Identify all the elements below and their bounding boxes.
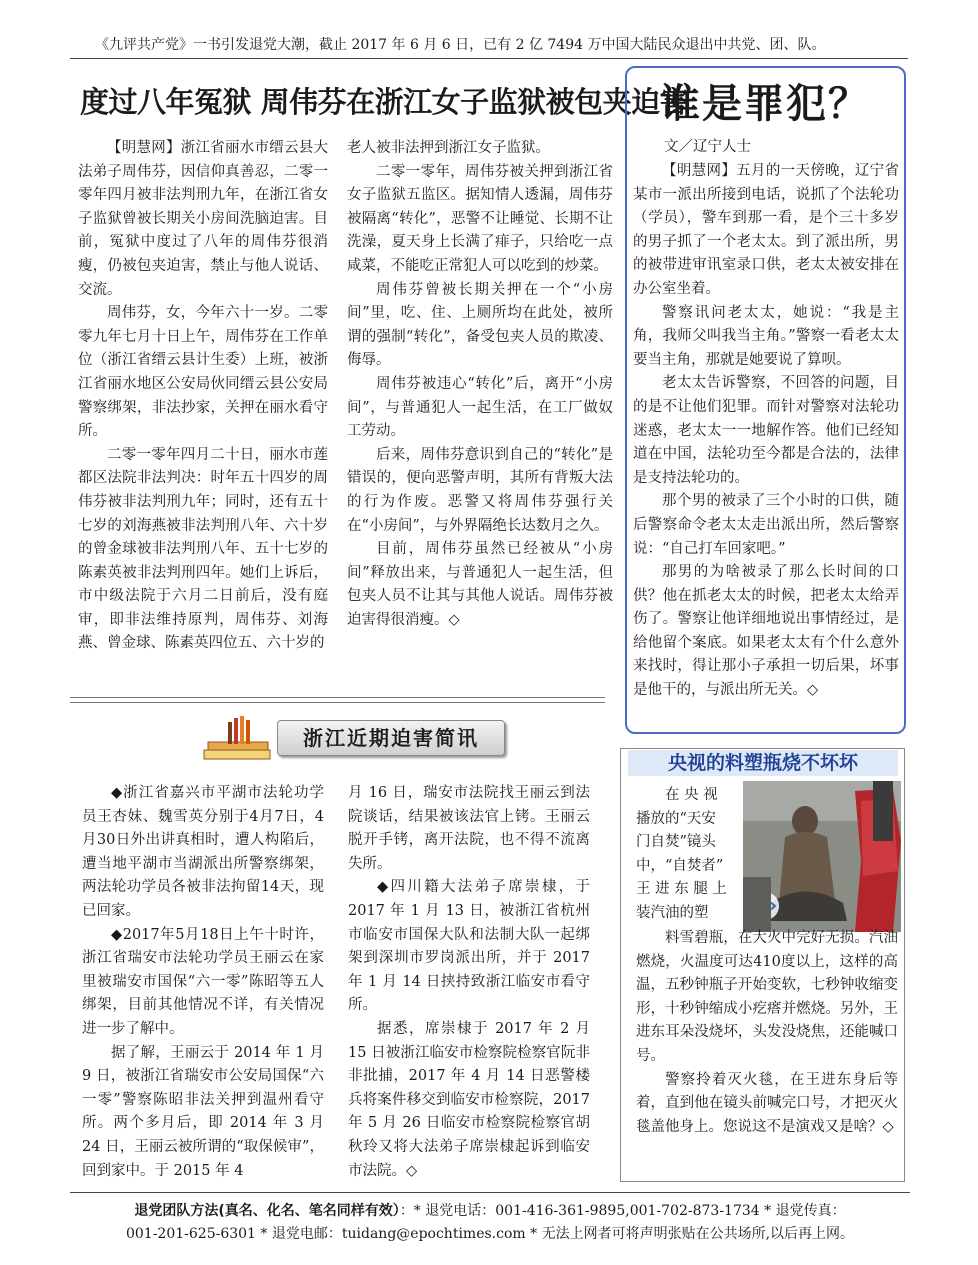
footer-email-label: * 退党电邮： <box>260 1226 342 1242</box>
news-photo <box>743 781 901 932</box>
paragraph: 二零一零年，周伟芬被关押到浙江省女子监狱五监区。据知情人透漏，周伟芬被隔离“转化”，恶警不让睡觉、长期不让洗澡，夏天身上长满了痱子，只给吃一点咸菜，不能吃正常犯人可以吃到的炒菜。 <box>347 163 613 274</box>
article2-byline: 文／辽宁人士 <box>664 139 751 155</box>
top-rule <box>70 58 908 59</box>
news-item: ◆四川籍大法弟子席崇棣，于 2017 年 1 月 13 日，被浙江省杭州市临安市国保大队和法制大队一起绑架到深圳市罗岗派出所，并于 2017 年 1 月 14 日挟持致浙江临安市看守所。 <box>348 879 590 1014</box>
footer-method-label: 退党团队方法(真名、化名、笔名同样有效） <box>134 1203 400 1219</box>
paragraph: 后来，周伟芬意识到自己的“转化”是错误的，便向恶警声明，其所有背叛大法的行为作废。恶警又将周伟芬强行关在“小房间”，与外界隔绝长达数月之久。 <box>347 446 613 534</box>
news-item: ◆2017年5月18日上午十时许，浙江省瑞安市法轮功学员王丽云在家里被瑞安市国保“六一零”陈昭等五人绑架，目前其他情况不详，有关情况进一步了解中。 <box>82 926 324 1037</box>
books-icon <box>200 712 280 764</box>
lead-line: 装汽油的塑 <box>636 904 709 921</box>
paragraph: 警察讯问老太太，她说：“我是主角，我师父叫我当主角。”警察一看老太太要当主角，那就是她要说了算呗。 <box>633 304 899 368</box>
paragraph: 老人被非法押到浙江女子监狱。 <box>347 140 550 156</box>
paragraph: 二零一零年四月二十日，丽水市莲都区法院非法判决：时年五十四岁的周伟芬被非法判刑九年；同时，还有五十七岁的刘海燕被非法判刑八年、六十岁的曾金球被非法判刑八年、五十七岁的陈素英被非法判刑四年。她们上诉后，市中级法院于六月二日前后，没有庭审，即非法维持原判，周伟芬、刘海燕、曾金球、陈素英四位五、六十岁的 <box>78 446 328 652</box>
footer <box>70 1200 910 1246</box>
paragraph: 周伟芬，女，今年六十一岁。二零零九年七月十日上午，周伟芬在工作单位（浙江省缙云县计生委）上班，被浙江省丽水地区公安局伙同缙云县公安局警察绑架，非法抄家，关押在丽水看守所。 <box>78 305 328 440</box>
paragraph: 老太太告诉警察，不回答的问题，目的是不让他们犯罪。而针对警察对法轮功迷惑，老太太一一地解作答。他们已经知道在中国，法轮功至今都是合法的，法律是支持法轮功的。 <box>633 375 899 486</box>
paragraph: 周伟芬曾被长期关押在一个“小房间”里，吃、住、上厕所均在此处，被所谓的强制“转化”，备受包夹人员的欺凌、侮辱。 <box>347 281 613 369</box>
paragraph: 目前，周伟芬虽然已经被从“小房间”释放出来，与普通犯人一起生活，但包夹人员不让其与其他人说话。周伟芬被迫害得很消瘦。◇ <box>347 541 613 628</box>
paragraph: 料雪碧瓶，在大火中完好无损。汽油燃烧，火温度可达410度以上，这样的高温，五秒钟瓶子开始变软，七秒钟收缩变形，十秒钟缩成小疙瘩并燃烧。另外，王进东耳朵没烧坏，头发没烧焦，还能喊口号。 <box>636 930 898 1064</box>
article3-body <box>636 927 898 1139</box>
news-item: 月 16 日，瑞安市法院找王丽云到法院谈话，结果被该法官上铐。王丽云脱开手铐，离开法院，也不得不流离失所。 <box>348 785 590 872</box>
paragraph: 那男的为啥被录了那么长时间的口供？他在抓老太太的时候，把老太太给弄伤了。警察让他详细地说出事情经过，是给他留个案底。如果老太太有个什么意外来找时，得让那小子承担一切后果，坏事是他干的，与派出所无关。◇ <box>633 564 899 699</box>
paragraph: 【明慧网】浙江省丽水市缙云县大法弟子周伟芬，因信仰真善忍，二零一零年四月被非法判刑九年，在浙江省女子监狱曾被长期关小房间洗脑迫害。目前，冤狱中度过了八年的周伟芬很消瘦，仍被包夹迫害，禁止与他人说话、交流。 <box>78 140 328 298</box>
footer-email[interactable]: tuidang@epochtimes.com <box>341 1226 526 1242</box>
news-column-1 <box>82 782 324 1183</box>
burning-person-image <box>743 781 901 932</box>
article3-lead <box>636 784 736 926</box>
paragraph: 【明慧网】五月的一天傍晚，辽宁省某市一派出所接到电话，说抓了个法轮功（学员），警车到那一看，是个三十多岁的男子抓了一个老太太。到了派出所，男的被带进审讯室录口供，老太太被安排在办公室坐着。 <box>633 163 899 297</box>
paragraph: 那个男的被录了三个小时的口供，随后警察命令老太太走出派出所，然后警察说：“自己打车回家吧。” <box>633 493 899 557</box>
paragraph: 周伟芬被违心“转化”后，离开“小房间”，与普通犯人一起生活，在工厂做奴工劳动。 <box>347 375 613 440</box>
article2-body <box>633 160 899 703</box>
article3-title: 央视的料塑瓶烧不坏坏 <box>628 750 898 776</box>
news-item: ◆浙江省嘉兴市平湖市法轮功学员王杏妹、魏雪英分别于4月7日，4月30日外出讲真相时，遭人构陷后，遭当地平湖市当湖派出所警察绑架，两法轮功学员各被非法拘留14天，现已回家。 <box>82 785 324 919</box>
section-divider <box>70 697 605 703</box>
lead-line: 播放的“天安 <box>636 810 716 827</box>
lead-line: 门自焚”镜头 <box>636 834 716 851</box>
paragraph: 警察拎着灭火毯，在王进东身后等着，直到他在镜头前喊完口号，才把灭火毯盖他身上。您说这不是演戏又是啥？◇ <box>636 1071 898 1135</box>
article1-column-2 <box>347 137 613 632</box>
article1-title: 度过八年冤狱 周伟芬在浙江女子监狱被包夹迫害 <box>80 85 689 119</box>
news-item: 据了解，王丽云于 2014 年 1 月 9 日，被浙江省瑞安市公安局国保“六一零”警察陈昭非法关押到温州看守所。两个多月后，即 2014 年 3 月 24 日，王丽云被所谓的“取保候审”，回到家中。于 2015 年 4 <box>82 1044 324 1179</box>
footer-fax: 001-201-625-6301 <box>125 1226 256 1242</box>
lead-line: 王 进 东 腿 上 <box>636 881 727 898</box>
footer-line-2 <box>70 1223 910 1246</box>
news-column-2 <box>348 782 590 1183</box>
footer-rule <box>70 1192 910 1193</box>
article2-title: 谁是罪犯？ <box>660 81 870 127</box>
news-item: 据悉，席崇棣于 2017 年 2 月 15 日被浙江临安市检察院检察官阮非非批捕，2017 年 4 月 14 日恶警楼兵将案件移交到临安市检察院，2017 年 5 月 26 日临安市检察院检察官胡秋玲又将大法弟子席崇棣起诉到临安市法院。◇ <box>348 1020 590 1179</box>
news-title: 浙江近期迫害简讯 <box>277 720 505 756</box>
news-header <box>200 712 530 762</box>
footer-line-1 <box>70 1200 910 1223</box>
lead-line: 中，“自焚者” <box>636 857 724 874</box>
footer-phones: ：* 退党电话：001-416-361-9895,001-702-873-1734 * 退党传真： <box>399 1203 846 1219</box>
lead-line: 在 央 视 <box>665 787 718 803</box>
footer-note: * 无法上网者可将声明张贴在公共场所,以后再上网。 <box>530 1226 855 1242</box>
top-banner: 《九评共产党》一书引发退党大潮，截止 2017 年 6 月 6 日，已有 2 亿 7494 万中国大陆民众退出中共党、团、队。 <box>95 37 826 53</box>
article1-column-1 <box>78 137 328 656</box>
